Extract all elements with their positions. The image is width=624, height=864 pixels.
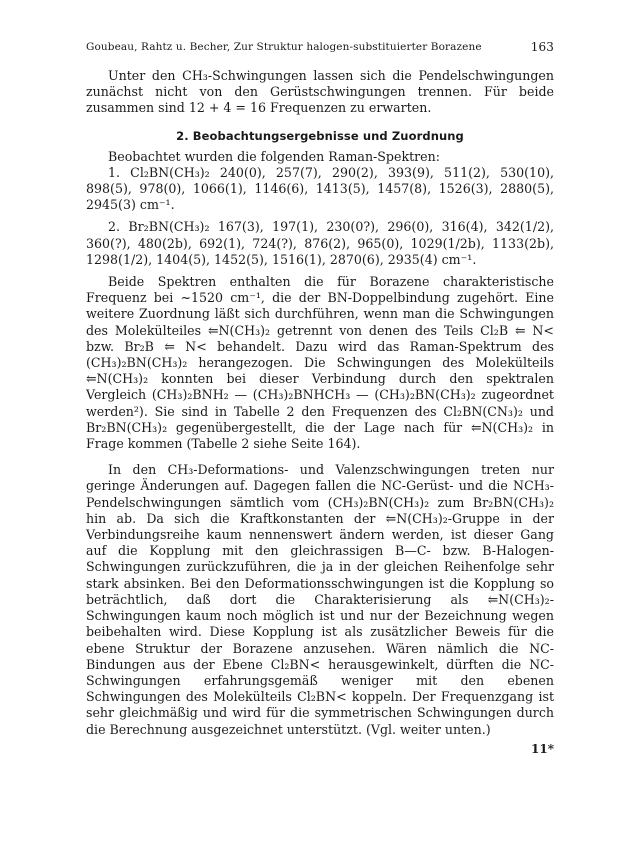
running-header (86, 40, 554, 54)
intro-paragraph: Unter den CH₃-Schwingungen lassen sich die Pendelschwingungen zunächst nicht von den Gerüstschwingungen trennen. Für beide zusammen sind 12 + 4 = 16 Frequenzen zu erwarten. (86, 68, 554, 116)
signature-mark: 11* (531, 741, 554, 756)
page-number: 163 (530, 40, 554, 54)
paragraph-deformation: In den CH₃-Deformations- und Valenzschwingungen treten nur geringe Änderungen auf. Dagegen fallen die NC-Gerüst- und die NCH₃-Pendelschwingungen sämtlich vom (CH₃)₂BN(CH₃)₂ zum Br₂BN(CH₃)₂ hin ab. Da sich die Kraftkonstanten der ⥢N(CH₃)₂-Gruppe in der Verbindungsreihe kaum nennenswert ändern werden, ist dieser Gang auf die Kopplung mit den gleichrassigen B—C- bzw. B-Halogen-Schwingungen zurückzuführen, die ja in der gleichen Reihenfolge sehr stark absinken. Bei den Deformationsschwingungen ist die Kopplung so beträchtlich, daß dort die Charakterisierung als ⥢N(CH₃)₂-Schwingungen kaum noch möglich ist und nur der Bezeichnung wegen beibehalten wird. Diese Kopplung ist als zusätzlicher Beweis für die ebene Struktur der Borazene anzusehen. Wären nämlich die NC-Bindungen aus der Ebene Cl₂BN< herausgewinkelt, dürften die NC-Schwingungen erfahrungsgemäß weniger mit den ebenen Schwingungen des Molekülteils Cl₂BN< koppeln. Der Frequenzgang ist sehr gleichmäßig und wird für die symmetrischen Schwingungen durch die Berechnung ausgezeichnet unterstützt. (Vgl. weiter unten.) (86, 462, 554, 737)
paragraph-both-spectra: Beide Spektren enthalten die für Borazene charakteristische Frequenz bei ~1520 cm⁻¹, die der BN-Doppelbindung zugehört. Eine weitere Zuordnung läßt sich durchführen, wenn man die Schwingungen des Molekülteiles ⥢N(CH₃)₂ getrennt von denen des Teils Cl₂B ⥢ N< bzw. Br₂B ⥢ N< behandelt. Dazu wird das Raman-Spektrum des (CH₃)₂BN(CH₃)₂ herangezogen. Die Schwingungen des Molekülteils ⥢N(CH₃)₂ konnten bei dieser Verbindung durch den spektralen Vergleich (CH₃)₂BNH₂ — (CH₃)₂BNHCH₃ — (CH₃)₂BN(CH₃)₂ zugeordnet werden²). Sie sind in Tabelle 2 den Frequenzen des Cl₂BN(CN₃)₂ und Br₂BN(CH₃)₂ gegenübergestellt, die der Lage nach für ⥢N(CH₃)₂ in Frage kommen (Tabelle 2 siehe Seite 164). (86, 274, 554, 452)
spectrum-1: 1. Cl₂BN(CH₃)₂ 240(0), 257(7), 290(2), 393(9), 511(2), 530(10), 898(5), 978(0), 1066(1), 1146(6), 1413(5), 1457(8), 1526(3), 2880(5), 2945(3) cm⁻¹. (86, 164, 554, 213)
paper-page (86, 40, 554, 756)
running-title: Goubeau, Rahtz u. Becher, Zur Struktur halogen-substituierter Borazene (86, 41, 482, 53)
observed-intro: Beobachtet wurden die folgenden Raman-Spektren: (108, 148, 440, 164)
section-title: 2. Beobachtungsergebnisse und Zuordnung (176, 128, 464, 143)
spectrum-2: 2. Br₂BN(CH₃)₂ 167(3), 197(1), 230(0?), 296(0), 316(4), 342(1/2), 360(?), 480(2b), 692(1), 724(?), 876(2), 965(0), 1029(1/2b), 1133(2b), 1298(1/2), 1404(5), 1452(5), 1516(1), 2870(6), 2935(4) cm⁻¹. (86, 219, 554, 267)
